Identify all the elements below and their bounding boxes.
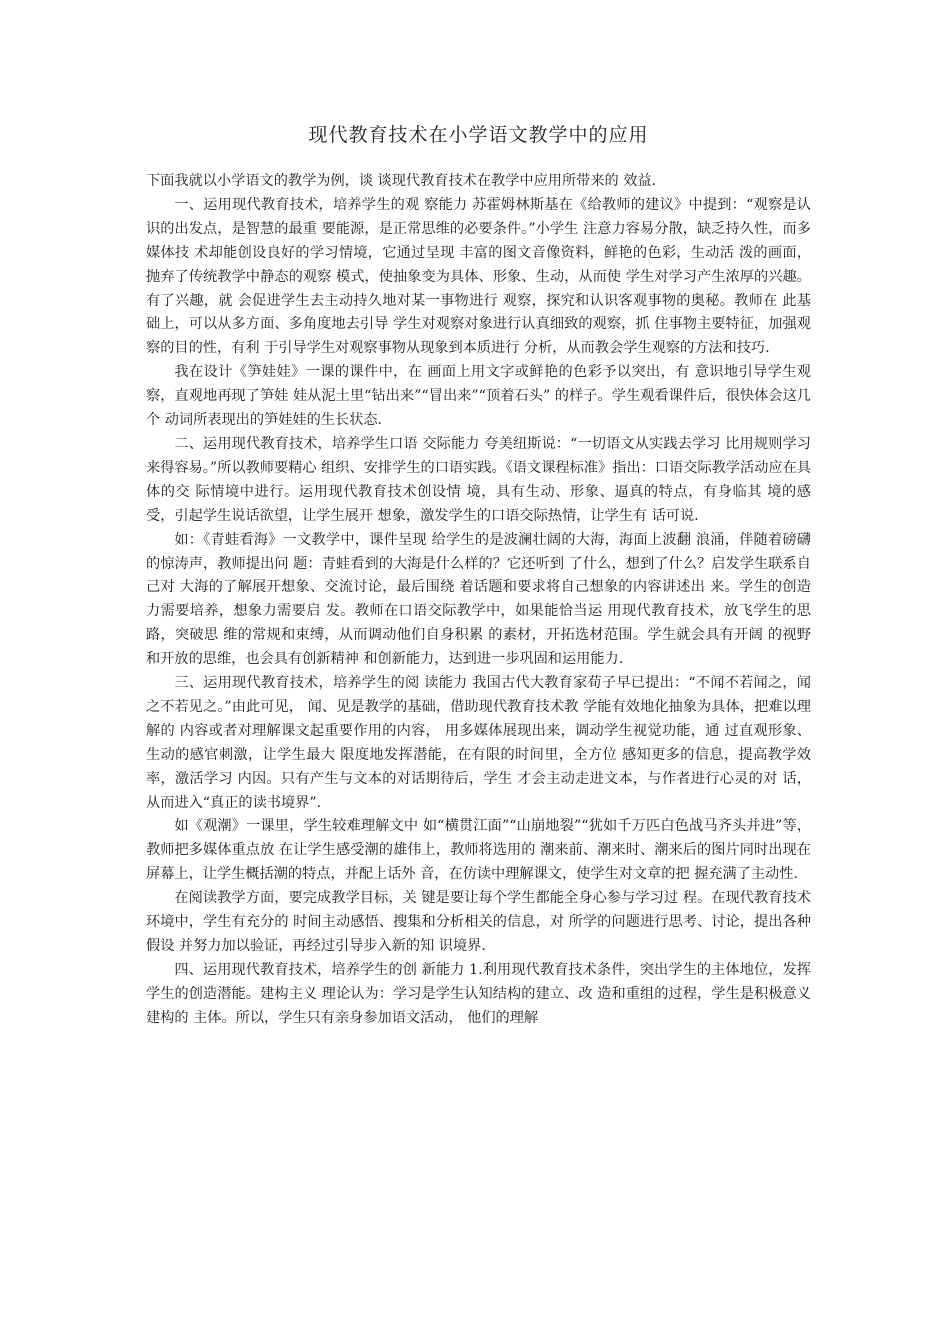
paragraph-section-2: 二、运用现代教育技术，培养学生口语 交际能力 夸美纽斯说：“一切语文从实践去学习 比用规则学习来得容易。”所以教师要精心 组织、安排学生的口语实践。《语文课程标准》指出：口语交际教学活动应在具体的交 际情境中进行。运用现代教育技术创设情 境，具有生动、形象、逼真的特点，有身临其 境的感受，引起学生说话欲望，让学生展开 想象，激发学生的口语交际热情，让学生有 话可说. <box>146 435 811 524</box>
document-page <box>146 118 811 1031</box>
paragraph-example-2: 如：《青蛙看海》一文教学中，课件呈现 给学生的是波澜壮阔的大海，海面上波翻 浪涌，伴随着磅礴的惊涛声，教师提出问 题：青蛙看到的大海是什么样的？它还听到 了什么，想到了什么？启发学生联系自己对 大海的了解展开想象、交流讨论，最后围绕 着话题和要求将自己想象的内容讲述出 来。学生的创造力需要培养，想象力需要启 发。教师在口语交际教学中，如果能恰当运 用现代教育技术，放飞学生的思路，突破思 维的常规和束缚，从而调动他们自身积累 的素材，开拓选材范围。学生就会具有开阔 的视野和开放的思维，也会具有创新精神 和创新能力，达到进一步巩固和运用能力. <box>146 531 811 668</box>
paragraph-intro: 下面我就以小学语文的教学为例，谈 谈现代教育技术在教学中应用所带来的 效益. <box>146 173 657 189</box>
paragraph-example-1: 我在设计《笋娃娃》一课的课件中，在 画面上用文字或鲜艳的色彩予以突出，有 意识地引导学生观察，直观地再现了笋娃 娃从泥土里“钻出来”“冒出来”“顶着石头” 的样子。学生观看课件后，很快体会这几个 动词所表现出的笋娃娃的生长状态. <box>146 364 811 429</box>
paragraph-section-1: 一、运用现代教育技术，培养学生的观 察能力 苏霍姆林斯基在《给教师的建议》中提到：“观察是认识的出发点，是智慧的最重 要能源，是正常思维的必要条件。”小学生 注意力容易分散，缺乏持久性，而多媒体技 术却能创设良好的学习情境，它通过呈现 丰富的图文音像资料，鲜艳的色彩，生动活 泼的画面，抛弃了传统教学中静态的观察 模式，使抽象变为具体、形象、生动，从而使 学生对学习产生浓厚的兴趣。有了兴趣，就 会促进学生去主动持久地对某一事物进行 观察，探究和认识客观事物的奥秘。教师在 此基础上，可以从多方面、多角度地去引导 学生对观察对象进行认真细致的观察，抓 住事物主要特征，加强观察的目的性，有利 于引导学生对观察事物从现象到本质进行 分析，从而教会学生观察的方法和技巧. <box>146 196 811 357</box>
paragraph-reading: 在阅读教学方面，要完成教学目标，关 键是要让每个学生都能全身心参与学习过 程。在现代教育技术环境中，学生有充分的 时间主动感悟、搜集和分析相关的信息，对 所学的问题进行思考、讨论，提出各种假设 并努力加以验证，再经过引导步入新的知 识境界. <box>146 890 811 954</box>
paragraph-section-3: 三、运用现代教育技术，培养学生的阅 读能力 我国古代大教育家荀子早已提出：“不闻不若闻之，闻之不若见之。”由此可见， 闻、见是教学的基础，借助现代教育技术教 学能有效地化抽象为具体，把难以理解的 内容或者对理解课文起重要作用的内容， 用多媒体展现出来，调动学生视觉功能，通 过直观形象、生动的感官刺激，让学生最大 限度地发挥潜能，在有限的时间里，全方位 感知更多的信息，提高教学效率，激活学习 内因。只有产生与文本的对话期待后，学生 才会主动走进文本，与作者进行心灵的对 话，从而进入“真正的读书境界”. <box>146 675 811 811</box>
paragraph-section-4: 四、运用现代教育技术，培养学生的创 新能力 1.利用现代教育技术条件，突出学生的主体地位，发挥学生的创造潜能。建构主义 理论认为：学习是学生认知结构的建立、改 造和重组的过程，学生是积极意义建构的 主体。所以，学生只有亲身参加语文活动， 他们的理解 <box>146 961 811 1026</box>
document-title: 现代教育技术在小学语文教学中的应用 <box>308 124 649 146</box>
document-body <box>146 170 811 1031</box>
paragraph-example-3: 如《观潮》一课里，学生较难理解文中 如“横贯江面”“山崩地裂”“犹如千万匹白色战马齐头并进”等，教师把多媒体重点放 在让学生感受潮的雄伟上，教师将选用的 潮来前、潮来时、潮来后的图片同时出现在 屏幕上，让学生概括潮的特点，并配上话外 音，在仿读中理解课文，使学生对文章的把 握充满了主动性. <box>146 818 811 883</box>
